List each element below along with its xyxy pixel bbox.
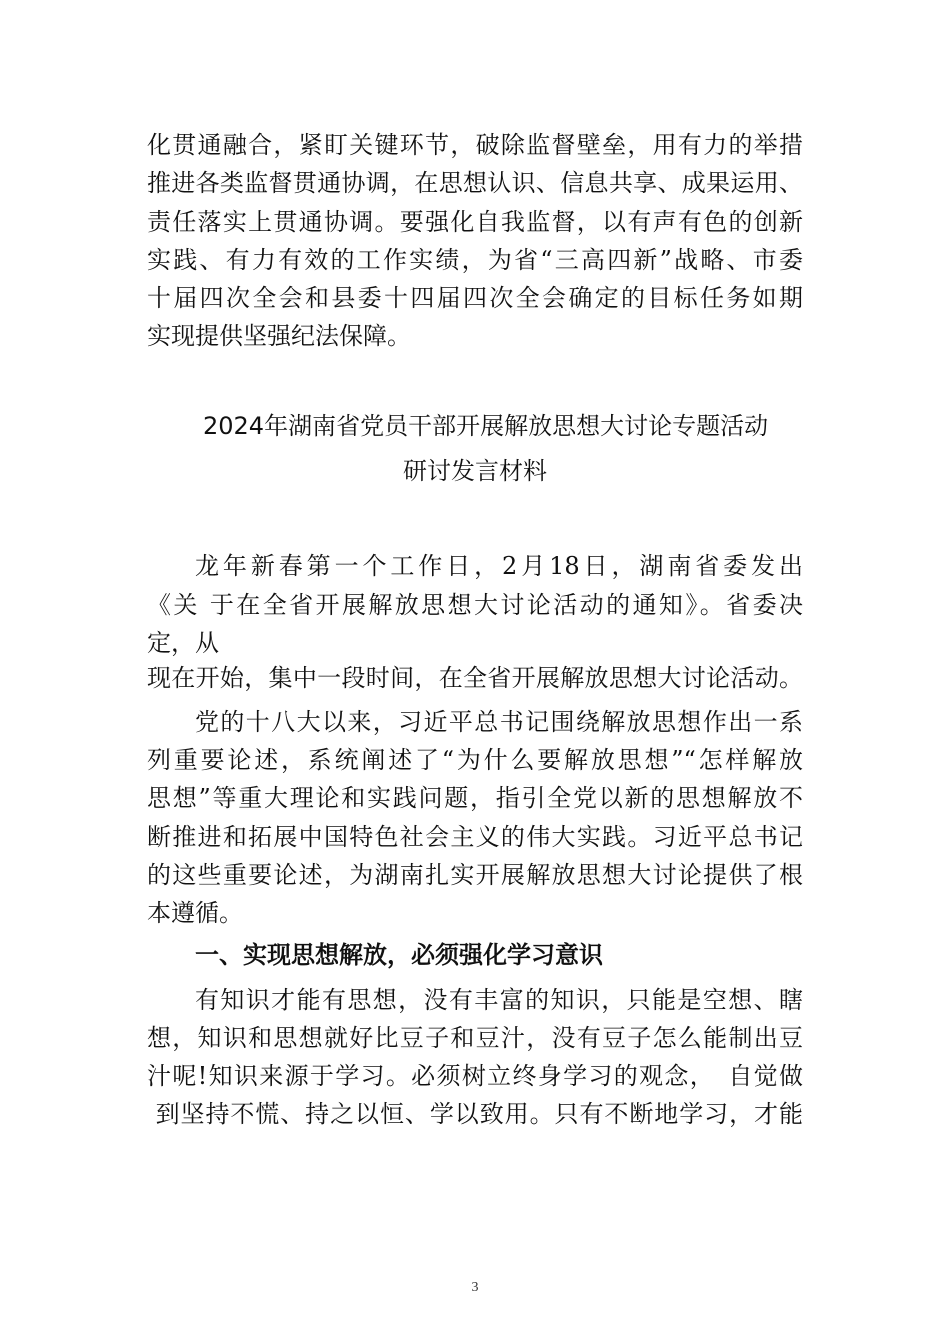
paragraph-line: 断推进和拓展中国特色社会主义的伟大实践。习近平总书记 <box>147 823 803 851</box>
intro-line: 实现提供坚强纪法保障。 <box>147 322 411 350</box>
paragraph-line: 思想”等重大理论和实践问题，指引全党以新的思想解放不 <box>147 784 803 812</box>
paragraph-line: 龙年新春第一个工作日，2月18日，湖南省委发出 <box>195 552 803 580</box>
paragraph-line: 有知识才能有思想，没有丰富的知识，只能是空想、瞎 <box>195 986 803 1014</box>
paragraph-line: 定，从 <box>147 629 219 657</box>
document-title-line2: 研讨发言材料 <box>403 457 547 485</box>
paragraph-line: 现在开始，集中一段时间，在全省开展解放思想大讨论活动。 <box>147 664 803 692</box>
intro-line: 十届四次全会和县委十四届四次全会确定的目标任务如期 <box>147 284 803 312</box>
document-title-line1: 2024年湖南省党员干部开展解放思想大讨论专题活动 <box>203 412 769 440</box>
intro-line: 化贯通融合，紧盯关键环节，破除监督壁垒，用有力的举措 <box>147 131 803 159</box>
paragraph-line: 《关 于在全省开展解放思想大讨论活动的通知》。省委决 <box>147 591 803 619</box>
paragraph-line: 想，知识和思想就好比豆子和豆汁，没有豆子怎么能制出豆 <box>147 1024 803 1052</box>
paragraph-line: 列重要论述，系统阐述了“为什么要解放思想”“怎样解放 <box>147 746 803 774</box>
paragraph-line: 党的十八大以来，习近平总书记围绕解放思想作出一系 <box>195 708 803 736</box>
paragraph-line: 的这些重要论述，为湖南扎实开展解放思想大讨论提供了根 <box>147 861 803 889</box>
intro-line: 推进各类监督贯通协调，在思想认识、信息共享、成果运用、 <box>147 169 803 197</box>
paragraph-line: 本遵循。 <box>147 899 243 927</box>
intro-line: 实践、有力有效的工作实绩，为省“三高四新”战略、市委 <box>147 246 803 274</box>
paragraph-line: 汁呢!知识来源于学习。必须树立终身学习的观念， 自觉做 <box>147 1062 803 1090</box>
section-heading: 一、实现思想解放，必须强化学习意识 <box>195 941 603 969</box>
page-number: 3 <box>471 1280 479 1295</box>
paragraph-line: 到坚持不慌、持之以恒、学以致用。只有不断地学习，才能 <box>147 1100 803 1128</box>
intro-line: 责任落实上贯通协调。要强化自我监督，以有声有色的创新 <box>147 208 803 236</box>
